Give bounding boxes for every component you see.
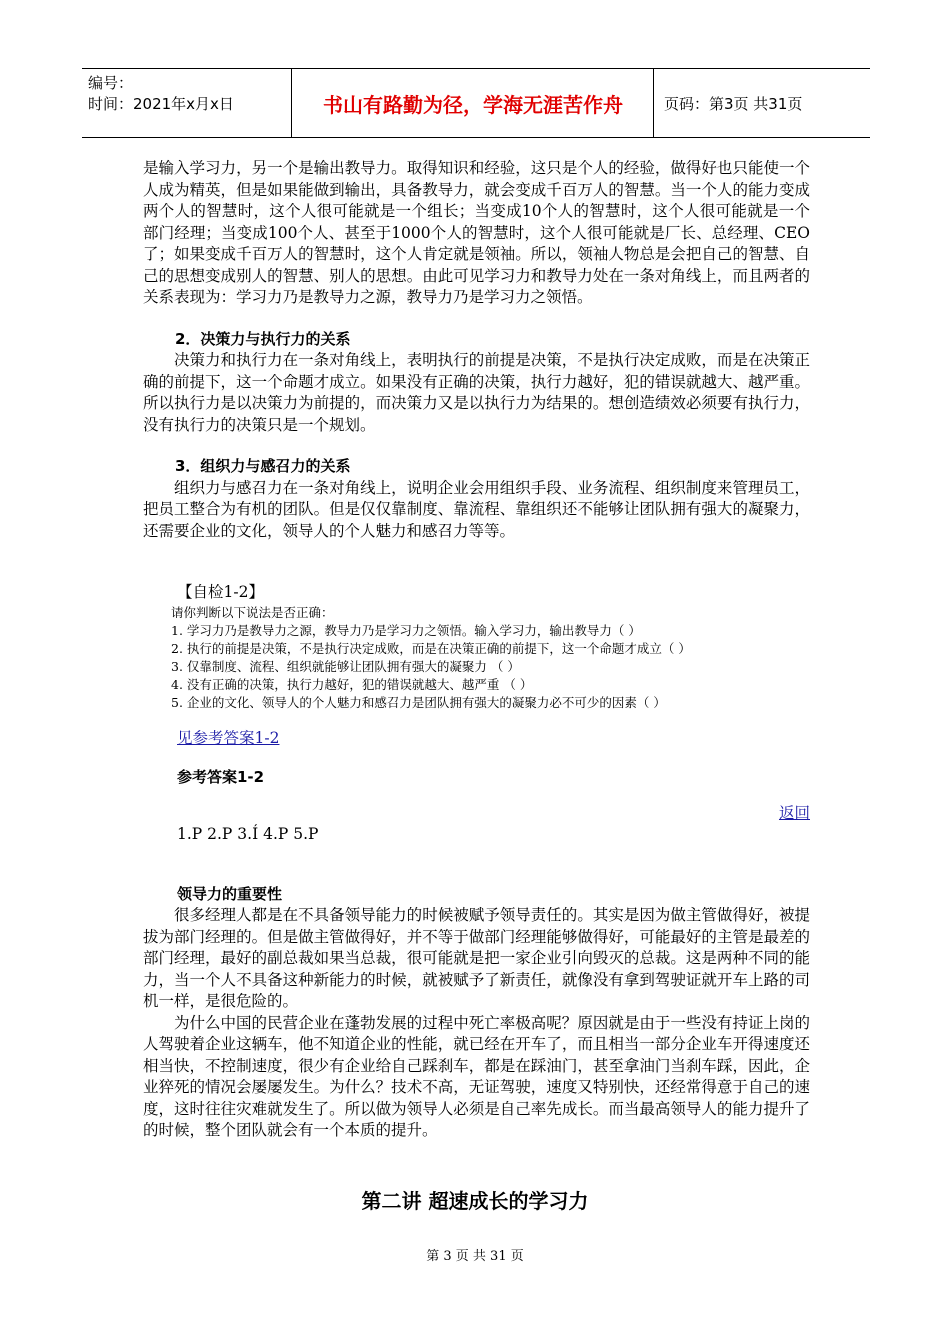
next-lecture-title: 第二讲 超速成长的学习力 bbox=[361, 1189, 589, 1213]
selfcheck-item: 5. 企业的文化、领导人的个人魅力和感召力是团队拥有强大的凝聚力必不可少的因素（ ） bbox=[171, 694, 666, 710]
selfcheck-item: 1. 学习力乃是教导力之源，教导力乃是学习力之领悟。输入学习力，输出教导力（ ） bbox=[171, 622, 641, 638]
importance-paragraph-1: 很多经理人都是在不具备领导能力的时候被赋予领导责任的。其实是因为做主管做得好，被提拔为部门经理的。但是做主管做得好，并不等于做部门经理能够做得好，可能最好的主管是最差的部门经理，最好的副总裁如果当总裁，很可能就是把一家企业引向毁灭的总裁。这是两种不同的能力，当一个人不具备这种新能力的时候，就被赋予了新责任，就像没有拿到驾驶证就开车上路的司机一样，是很危险的。 bbox=[143, 906, 810, 1010]
paragraph-intro: 是输入学习力，另一个是输出教导力。取得知识和经验，这只是个人的经验，做得好也只能使一个人成为精英，但是如果能做到输出，具备教导力，就会变成千百万人的智慧。当一个人的能力变成两个人的智慧时，这个人很可能就是一个组长；当变成10个人的智慧时，这个人很可能就是一个部门经理；当变成100个人、甚至于1000个人的智慧时，这个人很可能就是厂长、总经理、CEO了；如果变成千百万人的智慧时，这个人肯定就是领袖。所以，领袖人物总是会把自己的智慧、自己的思想变成别人的智慧、别人的思想。由此可见学习力和教导力处在一条对角线上，而且两者的关系表现为：学习力乃是教导力之源，教导力乃是学习力之领悟。 bbox=[143, 159, 810, 306]
answers-title: 参考答案1-2 bbox=[177, 768, 265, 786]
document-body bbox=[143, 158, 810, 1142]
code-label: 编号： bbox=[88, 74, 134, 92]
selfcheck-item: 4. 没有正确的决策，执行力越好，犯的错误就越大、越严重 （ ） bbox=[171, 676, 533, 692]
selfcheck-item: 2. 执行的前提是决策，不是执行决定成败，而是在决策正确的前提下，这一个命题才成立（ ） bbox=[171, 640, 691, 656]
header-meta bbox=[82, 69, 292, 137]
importance-paragraph-2: 为什么中国的民营企业在蓬勃发展的过程中死亡率极高呢？原因就是由于一些没有持证上岗的人驾驶着企业这辆车，他不知道企业的性能，就已经在开车了，而且相当一部分企业车开得速度还相当快，不控制速度，很少有企业给自己踩刹车，都是在踩油门，甚至拿油门当刹车踩，因此，企业猝死的情况会屡屡发生。为什么？技术不高，无证驾驶，速度又特别快，还经常得意于自己的速度，这时往往灾难就发生了。所以做为领导人必须是自己率先成长。而当最高领导人的能力提升了的时候，整个团队就会有一个本质的提升。 bbox=[143, 1013, 810, 1139]
importance-title: 领导力的重要性 bbox=[177, 884, 283, 903]
selfcheck-title: 【自检1-2】 bbox=[177, 583, 264, 601]
section2-title: 2．决策力与执行力的关系 bbox=[175, 329, 351, 348]
answer-link[interactable]: 见参考答案1-2 bbox=[177, 728, 280, 747]
selfcheck-intro: 请你判断以下说法是否正确： bbox=[171, 604, 334, 620]
section3-text: 组织力与感召力在一条对角线上，说明企业会用组织手段、业务流程、组织制度来管理员工，把员工整合为有机的团队。但是仅仅靠制度、靠流程、靠组织还不能够让团队拥有强大的凝聚力，还需要企业的文化，领导人的个人魅力和感召力等等。 bbox=[143, 478, 810, 540]
page-header bbox=[82, 68, 870, 138]
answers-values: 1.P 2.P 3.Í 4.P 5.P bbox=[177, 825, 319, 843]
section2-text: 决策力和执行力在一条对角线上，表明执行的前提是决策，不是执行决定成败，而是在决策正确的前提下，这一个命题才成立。如果没有正确的决策，执行力越好，犯的错误就越大、越严重。所以执行力是以决策力为前提的，而决策力又是以执行力为结果的。想创造绩效必须要有执行力，没有执行力的决策只是一个规划。 bbox=[143, 351, 810, 434]
back-link[interactable]: 返回 bbox=[778, 803, 810, 822]
page-footer: 第 3 页 共 31 页 bbox=[426, 1249, 524, 1264]
time-label: 时间：2021年x月x日 bbox=[88, 95, 234, 113]
header-motto: 书山有路勤为径，学海无涯苦作舟 bbox=[293, 69, 654, 137]
selfcheck-item: 3. 仅靠制度、流程、组织就能够让团队拥有强大的凝聚力 （ ） bbox=[171, 658, 520, 674]
section3-title: 3．组织力与感召力的关系 bbox=[175, 457, 351, 475]
header-page-info: 页码：第3页 共31页 bbox=[664, 94, 803, 113]
